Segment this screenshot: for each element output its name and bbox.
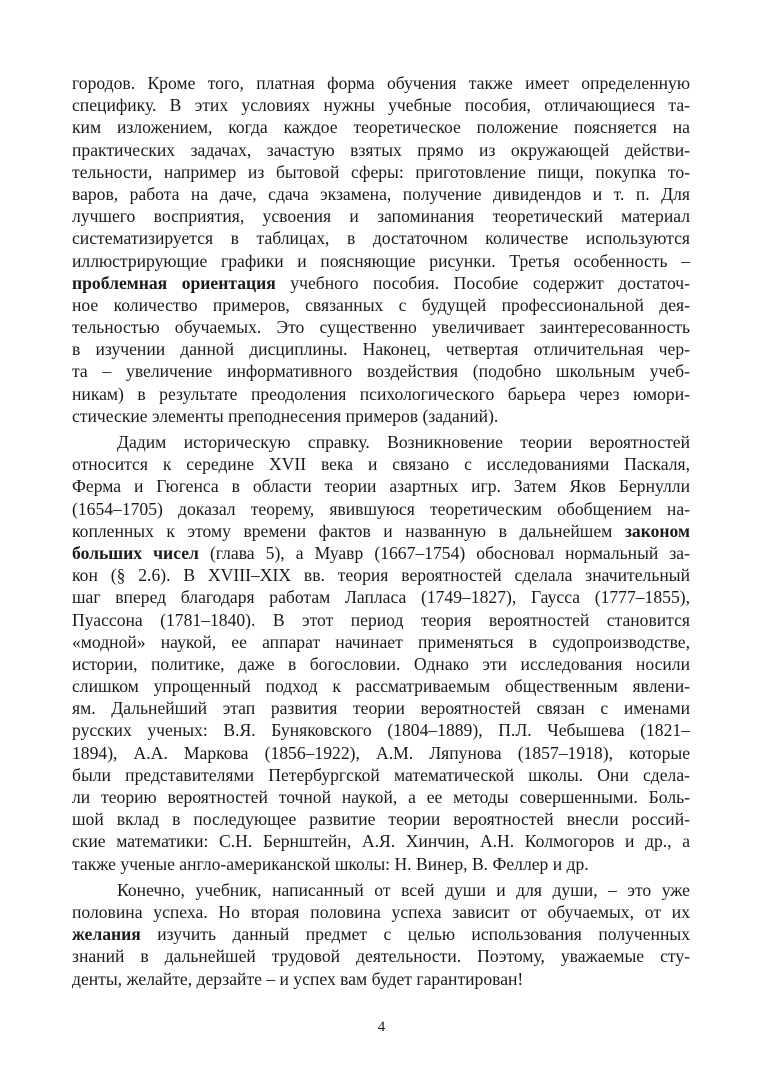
text-run: практических задачах, зачастую взятых прямо из окружающей действи- (72, 139, 690, 160)
text-run: Конечно, учебник, написанный от всей души и для души, – это уже (117, 879, 690, 900)
text-line (72, 316, 690, 338)
text-line (72, 498, 690, 520)
text-run: специфику. В этих условиях нужны учебные пособия, отличающиеся та- (72, 95, 690, 116)
paragraph-2 (72, 431, 690, 875)
bold-term: желания (72, 924, 141, 945)
paragraph-1 (72, 72, 690, 427)
text-run: 1894), А.А. Маркова (1856–1922), А.М. Ляпунова (1857–1918), которые (72, 742, 690, 763)
text-line (72, 901, 690, 923)
text-run: иллюстрирующие графики и поясняющие рисунки. Третья особенность – (72, 250, 690, 271)
text-line (72, 475, 690, 497)
text-line (72, 586, 690, 608)
page-number: 4 (377, 1019, 386, 1035)
text-run: денты, желайте, дерзайте – и успех вам будет гарантирован! (72, 968, 524, 989)
text-run: (глава 5), а Муавр (1667–1754) обосновал нормальный за- (198, 542, 690, 563)
text-run: слишком упрощенный подход к рассматриваемым общественным явлени- (72, 676, 690, 697)
text-line (72, 675, 690, 697)
text-line (72, 830, 690, 852)
text-line (72, 250, 690, 272)
text-run: изучить данный предмет с целью использования полученных (140, 924, 690, 945)
text-line (72, 161, 690, 183)
text-line (72, 653, 690, 675)
text-run: Ферма и Гюгенса в области теории азартных игр. Затем Яков Бернулли (72, 476, 690, 497)
text-line (72, 542, 690, 564)
text-line (72, 609, 690, 631)
text-run: были представителями Петербургской математической школы. Они сдела- (72, 764, 690, 785)
text-run: шаг вперед благодаря работам Лапласа (1749–1827), Гаусса (1777–1855), (72, 587, 690, 608)
text-line (72, 786, 690, 808)
text-run: систематизируется в таблицах, в достаточном количестве используются (72, 228, 690, 249)
text-line (72, 764, 690, 786)
bold-term: законом (624, 520, 690, 541)
text-run: никам) в результате преодоления психологического барьера через юмори- (72, 383, 690, 404)
text-run: копленных к этому времени фактов и названную в дальнейшем (72, 520, 625, 541)
text-line (72, 139, 690, 161)
text-line (72, 879, 690, 901)
text-run: Пуассона (1781–1840). В этот период теория вероятностей становится (72, 609, 690, 630)
text-line (72, 94, 690, 116)
text-run: (1654–1705) доказал теорему, явившуюся теоретическим обобщением на- (72, 498, 690, 519)
text-line (72, 742, 690, 764)
text-run: городов. Кроме того, платная форма обучения также имеет определенную (72, 73, 690, 93)
text-run: Дадим историческую справку. Возникновение теории вероятностей (117, 432, 690, 452)
text-run: в изучении данной дисциплины. Наконец, четвертая отличительная чер- (72, 339, 690, 360)
text-line (72, 294, 690, 316)
text-line (72, 968, 690, 990)
text-line (72, 383, 690, 405)
text-run: «модной» наукой, ее аппарат начинает применяться в судопроизводстве, (72, 631, 690, 652)
text-run: тельностью обучаемых. Это существенно увеличивает заинтересованность (72, 317, 690, 338)
text-run: знаний в дальнейшей трудовой деятельности. Поэтому, уважаемые сту- (72, 946, 690, 967)
text-run: относится к середине XVII века и связано с исследованиями Паскаля, (72, 454, 690, 475)
text-line (72, 405, 690, 427)
text-run: ям. Дальнейший этап развития теории вероятностей связан с именами (72, 698, 690, 719)
text-run: русских ученых: В.Я. Буняковского (1804–1889), П.Л. Чебышева (1821– (72, 720, 690, 741)
text-line (72, 227, 690, 249)
text-line (72, 360, 690, 382)
text-line (72, 72, 690, 94)
text-run: истории, политике, даже в богословии. Однако эти исследования носили (72, 653, 690, 674)
text-run: кон (§ 2.6). В XVIII–XIX вв. теория вероятностей сделала значительный (72, 565, 690, 586)
text-line (72, 431, 690, 453)
text-run: варов, работа на даче, сдача экзамена, получение дивидендов и т. п. Для (72, 183, 690, 204)
text-line (72, 116, 690, 138)
text-run: половина успеха. Но вторая половина успеха зависит от обучаемых, от их (72, 901, 690, 922)
text-run: тельности, например из бытовой сферы: приготовление пищи, покупка то- (72, 161, 690, 182)
text-run: ким изложением, когда каждое теоретическое положение поясняется на (72, 117, 690, 138)
text-line (72, 564, 690, 586)
bold-term: больших чисел (72, 542, 199, 563)
text-line (72, 205, 690, 227)
text-line (72, 923, 690, 945)
text-line (72, 520, 690, 542)
text-line (72, 697, 690, 719)
text-line (72, 719, 690, 741)
text-line (72, 808, 690, 830)
text-line (72, 453, 690, 475)
text-run: лучшего восприятия, усвоения и запоминания теоретический материал (72, 206, 690, 227)
text-line (72, 183, 690, 205)
text-run: та – увеличение информативного воздействия (подобно школьным учеб- (72, 361, 690, 382)
text-run: ские математики: С.Н. Бернштейн, А.Я. Хинчин, А.Н. Колмогоров и др., а (72, 831, 690, 852)
page-body (72, 72, 690, 990)
text-run: ное количество примеров, связанных с будущей профессиональной дея- (72, 294, 690, 315)
text-run: ли теорию вероятностей точной наукой, а ее методы совершенными. Боль- (72, 787, 690, 807)
bold-term: проблемная ориентация (72, 272, 276, 293)
text-run: учебного пособия. Пособие содержит достаточ- (275, 272, 691, 293)
text-line (72, 853, 690, 875)
text-line (72, 631, 690, 653)
text-run: также ученые англо-американской школы: Н. Винер, В. Феллер и др. (72, 853, 589, 874)
text-line (72, 338, 690, 360)
paragraph-3 (72, 879, 690, 990)
text-run: шой вклад в последующее развитие теории вероятностей внесли россий- (72, 809, 690, 830)
text-line (72, 272, 690, 294)
text-run: стические элементы преподнесения примеров (заданий). (72, 405, 499, 426)
text-line (72, 945, 690, 967)
